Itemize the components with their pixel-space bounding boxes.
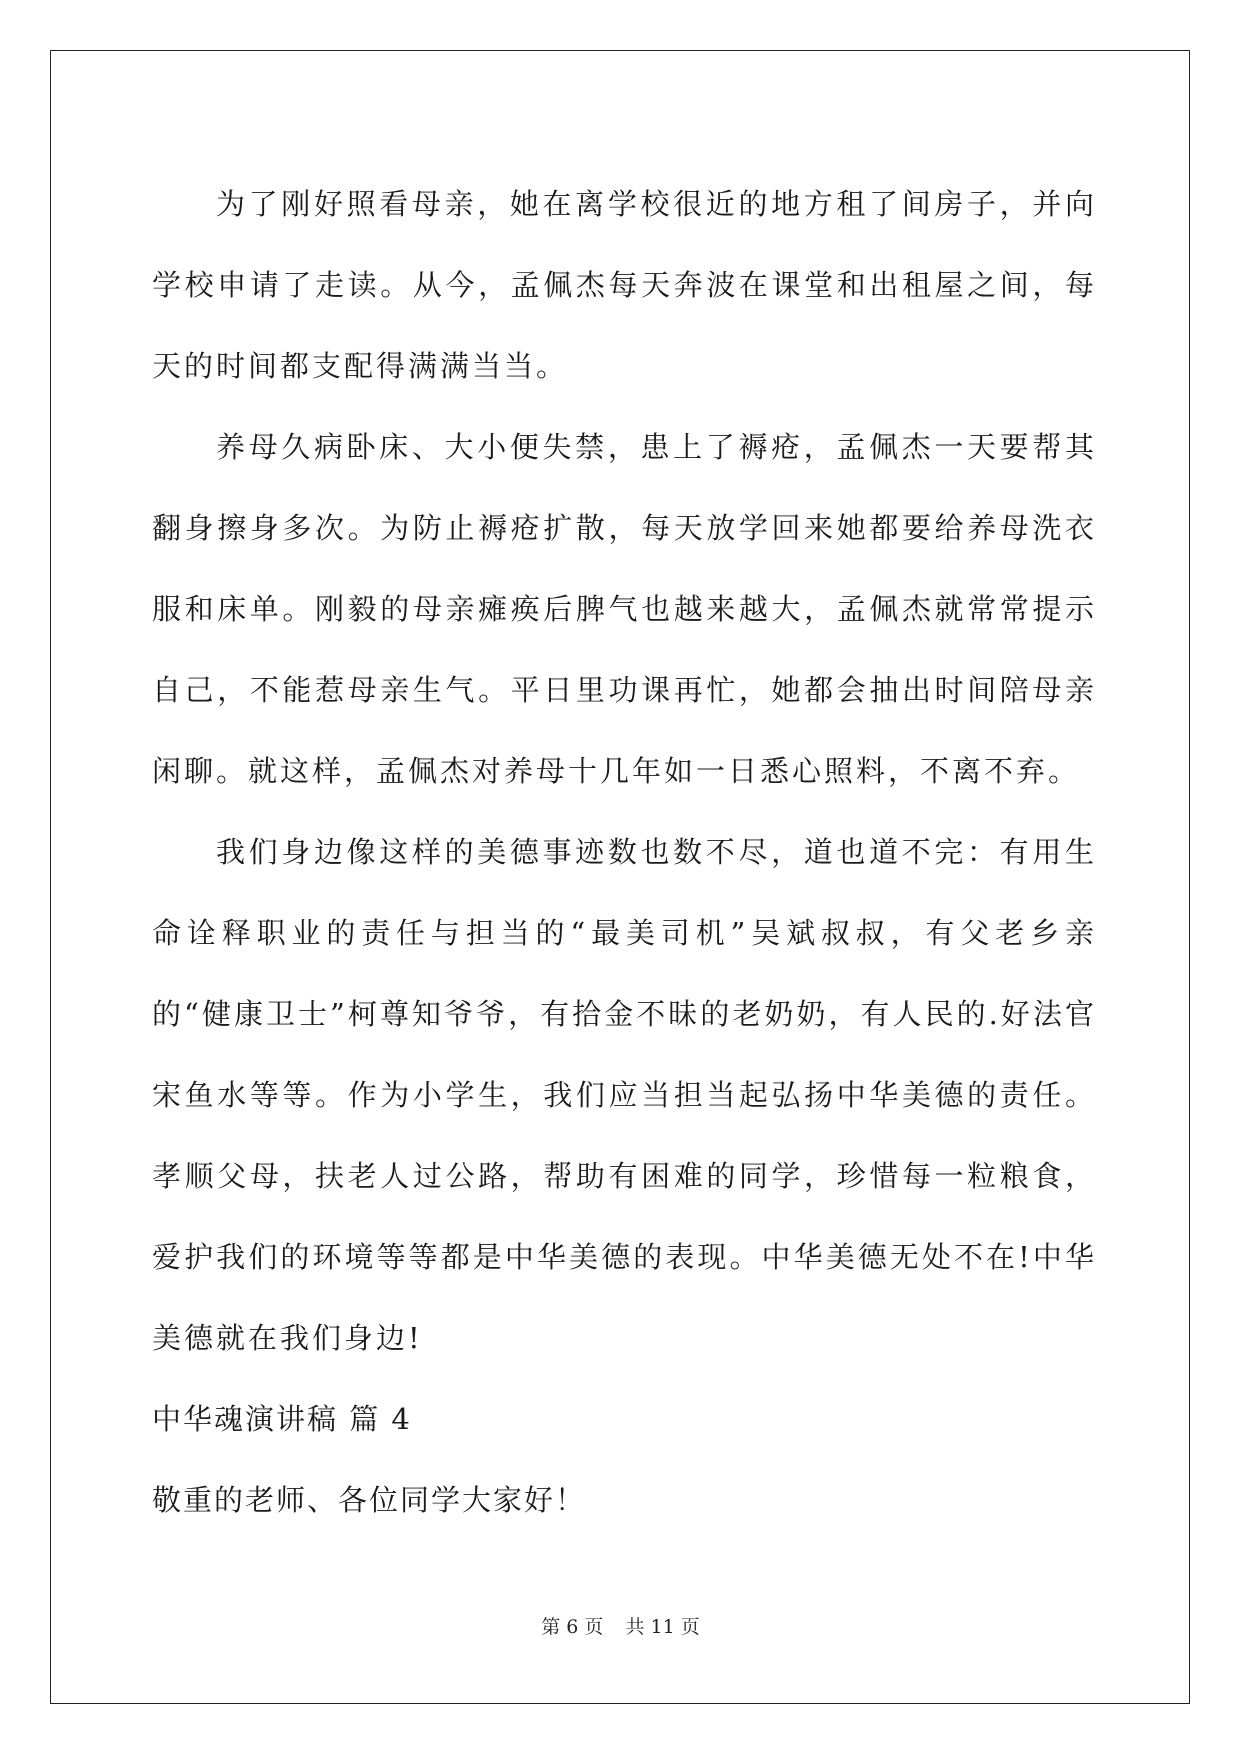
- section-heading: 中华魂演讲稿 篇 4: [152, 1402, 412, 1436]
- page-number: 第 6 页: [541, 1616, 604, 1638]
- greeting-line: 敬重的老师、各位同学大家好！: [152, 1483, 587, 1517]
- paragraph-2: 养母久病卧床、大小便失禁，患上了褥疮，孟佩杰一天要帮其翻身擦身多次。为防止褥疮扩散，每天放学回来她都要给养母洗衣服和床单。刚毅的母亲瘫痪后脾气也越来越大，孟佩杰就常常提示自己，不能惹母亲生气。平日里功课再忙，她都会抽出时间陪母亲闲聊。就这样，孟佩杰对养母十几年如一日悉心照料，不离不弃。: [152, 430, 1097, 788]
- paragraph-3: 我们身边像这样的美德事迹数也数不尽，道也道不完：有用生命诠释职业的责任与担当的“最美司机”吴斌叔叔，有父老乡亲的“健康卫士”柯尊知爷爷，有拾金不昧的老奶奶，有人民的.好法官宋鱼水等等。作为小学生，我们应当担当起弘扬中华美德的责任。孝顺父母，扶老人过公路，帮助有困难的同学，珍惜每一粒粮食，爱护我们的环境等等都是中华美德的表现。中华美德无处不在!中华美德就在我们身边!: [152, 835, 1097, 1355]
- paragraph-1: 为了刚好照看母亲，她在离学校很近的地方租了间房子，并向学校申请了走读。从今，孟佩杰每天奔波在课堂和出租屋之间，每天的时间都支配得满满当当。: [152, 187, 1097, 383]
- document-body: [152, 164, 1097, 1541]
- total-pages: 共 11 页: [625, 1616, 700, 1638]
- page-footer: [0, 1612, 1241, 1639]
